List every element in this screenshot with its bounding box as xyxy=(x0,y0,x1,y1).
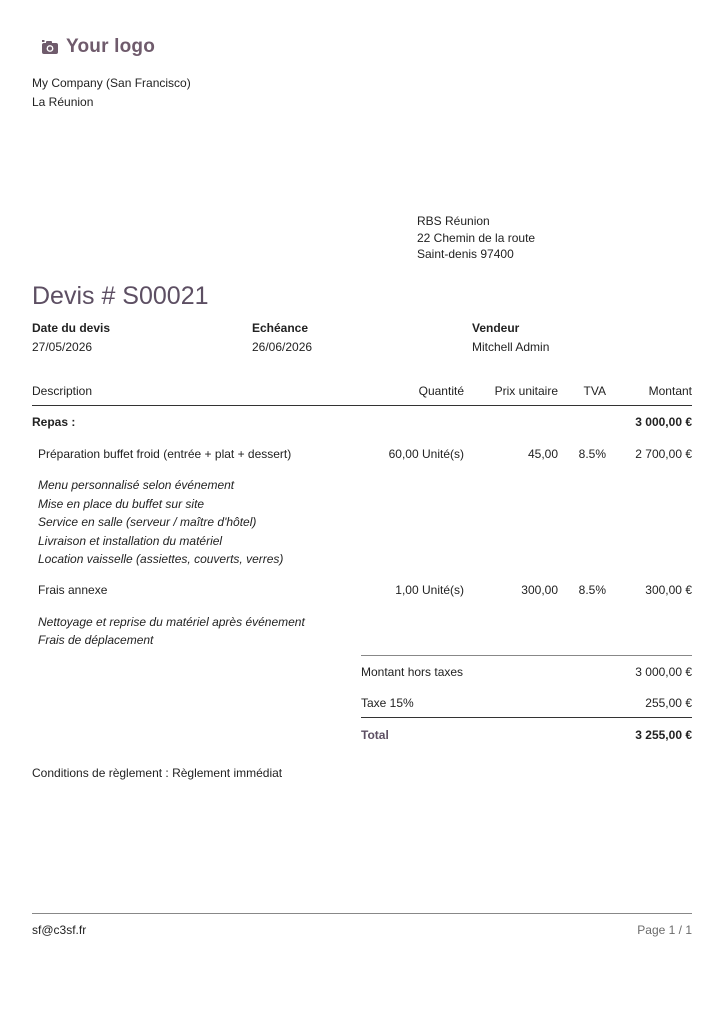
due-date-label: Echéance xyxy=(252,321,309,335)
header-amount: Montant xyxy=(648,384,692,398)
quote-date-label: Date du devis xyxy=(32,321,111,335)
company-logo xyxy=(41,36,155,58)
seller-value: Mitchell Admin xyxy=(472,340,550,354)
camera-icon xyxy=(41,39,59,55)
line-unit-price: 300,00 xyxy=(521,583,558,597)
header-unit-price: Prix unitaire xyxy=(494,384,558,398)
section-subtotal: 3 000,00 € xyxy=(635,415,692,429)
logo-text: Your logo xyxy=(66,36,156,57)
total-label: Total xyxy=(361,728,389,742)
tax-value: 255,00 € xyxy=(645,696,692,710)
tax-label: Taxe 15% xyxy=(361,696,414,710)
quote-date-value: 27/05/2026 xyxy=(32,340,93,354)
footer-email: sf@c3sf.fr xyxy=(32,923,87,937)
line-unit-price: 45,00 xyxy=(527,447,558,461)
line-tax: 8.5% xyxy=(578,447,606,461)
line-note: Menu personnalisé selon événement xyxy=(38,478,235,492)
footer-divider xyxy=(32,913,692,914)
untaxed-value: 3 000,00 € xyxy=(635,665,692,679)
line-note: Location vaisselle (assiettes, couverts, verres) xyxy=(38,552,284,566)
seller-label: Vendeur xyxy=(472,321,520,335)
total-divider xyxy=(361,717,692,718)
company-region: La Réunion xyxy=(32,95,94,109)
line-description: Frais annexe xyxy=(38,583,108,597)
totals-divider xyxy=(361,655,692,656)
line-quantity: 1,00 Unité(s) xyxy=(395,583,464,597)
customer-city: Saint-denis 97400 xyxy=(417,247,514,261)
line-quantity: 60,00 Unité(s) xyxy=(388,447,464,461)
header-description: Description xyxy=(32,384,93,398)
due-date-value: 26/06/2026 xyxy=(252,340,313,354)
line-note: Service en salle (serveur / maître d'hôtel) xyxy=(38,515,257,529)
line-note: Nettoyage et reprise du matériel après événement xyxy=(38,615,305,629)
line-note: Frais de déplacement xyxy=(38,633,154,647)
header-divider xyxy=(32,405,692,406)
line-note: Livraison et installation du matériel xyxy=(38,534,223,548)
line-note: Mise en place du buffet sur site xyxy=(38,497,205,511)
customer-street: 22 Chemin de la route xyxy=(417,231,536,245)
total-value: 3 255,00 € xyxy=(635,728,692,742)
customer-name: RBS Réunion xyxy=(417,214,490,228)
payment-terms: Conditions de règlement : Règlement immédiat xyxy=(32,766,283,780)
section-label: Repas : xyxy=(32,415,76,429)
company-name: My Company (San Francisco) xyxy=(32,76,191,90)
footer-page-number: Page 1 / 1 xyxy=(637,923,692,937)
untaxed-label: Montant hors taxes xyxy=(361,665,464,679)
line-amount: 2 700,00 € xyxy=(635,447,692,461)
line-amount: 300,00 € xyxy=(645,583,692,597)
line-description: Préparation buffet froid (entrée + plat + dessert) xyxy=(38,447,292,461)
document-title: Devis # S00021 xyxy=(32,282,209,310)
header-quantity: Quantité xyxy=(418,384,464,398)
line-tax: 8.5% xyxy=(578,583,606,597)
header-tax: TVA xyxy=(583,384,606,398)
